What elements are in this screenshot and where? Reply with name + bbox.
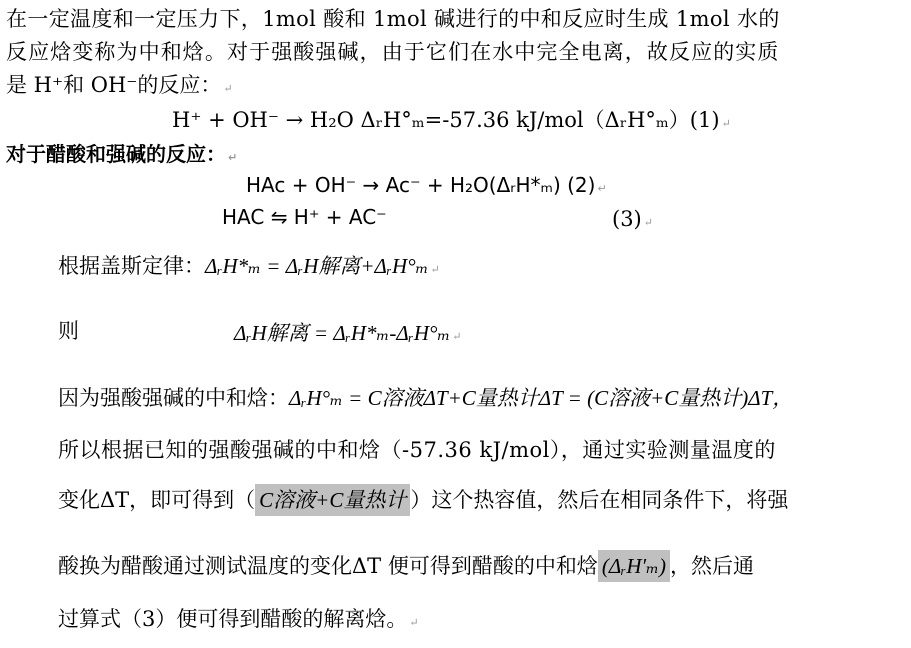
paragraph-mark: ↵ — [452, 331, 462, 343]
then-label: 则 — [58, 319, 79, 343]
equation-1 — [172, 107, 731, 137]
paragraph-mark: ↵ — [721, 117, 731, 130]
equation-3-number — [612, 206, 653, 236]
para1-line1: 在一定温度和一定压力下，1mol 酸和 1mol 碱进行的中和反应时生成 1mol 水的 — [6, 7, 780, 31]
para1-line3 — [6, 72, 233, 102]
paragraph-mark: ↵ — [409, 616, 419, 629]
para2-line3-text-b: ）这个热容值，然后在相同条件下，将强 — [410, 488, 789, 512]
para2-line2: 所以根据已知的强酸强碱的中和焓（-57.36 kJ/mol），通过实验测量温度的 — [58, 438, 776, 462]
equation-1-text: H⁺ + OH⁻ → H₂O ΔᵣH°ₘ=-57.36 kJ/mol（ΔᵣH°ₘ）(1) — [172, 108, 720, 132]
paragraph-mark: ↵ — [643, 216, 653, 229]
para1-line3-text: 是 H⁺和 OH⁻的反应： — [6, 73, 222, 97]
hess-law-expression: ΔᵣH*ₘ = ΔᵣH解离+ΔᵣH°ₘ — [205, 254, 429, 278]
hess-law-line — [58, 253, 440, 283]
then-expression — [234, 320, 462, 350]
para2-line3 — [58, 487, 788, 513]
para2-line1-expression: ΔᵣH°ₘ = C溶液ΔT+C量热计ΔT = (C溶液+C量热计)ΔT， — [289, 386, 794, 410]
paragraph-mark: ↵ — [228, 151, 238, 164]
section-heading — [6, 141, 237, 171]
para2-line3-text-a: 变化ΔT，即可得到（ — [58, 488, 256, 512]
then-expression-text: ΔᵣH解离 = ΔᵣH*ₘ-ΔᵣH°ₘ — [234, 321, 451, 345]
paragraph-mark: ↵ — [430, 263, 440, 276]
paragraph-mark: ↵ — [597, 182, 607, 195]
para2-line5 — [58, 606, 419, 636]
paragraph-mark: ↵ — [223, 82, 233, 95]
para2-line1-text: 因为强酸强碱的中和焓： — [58, 386, 289, 410]
equation-3: HAC ⇋ H⁺ + AC⁻ — [222, 205, 387, 229]
para2-line4-text-a: 酸换为醋酸通过测试温度的变化ΔT 便可得到醋酸的中和焓 — [58, 554, 598, 578]
para2-line1 — [58, 385, 793, 411]
equation-3-number-text: (3) — [612, 207, 642, 231]
heat-capacity-box: C溶液+C量热计 — [255, 484, 410, 516]
equation-2 — [246, 172, 607, 202]
section-heading-text: 对于醋酸和强碱的反应： — [6, 142, 226, 166]
para1-line2: 反应焓变称为中和焓。对于强酸强碱，由于它们在水中完全电离，故反应的实质 — [6, 40, 780, 64]
equation-2-text: HAc + OH⁻ → Ac⁻ + H₂O(ΔᵣH*ₘ) (2) — [246, 173, 596, 197]
para2-line5-text: 过算式（3）便可得到醋酸的解离焓。 — [58, 607, 408, 631]
hess-law-label: 根据盖斯定律： — [58, 254, 205, 278]
neutralization-enthalpy-box: (ΔᵣH′ₘ) — [598, 550, 670, 582]
para2-line4 — [58, 553, 754, 579]
para2-line4-text-b: ，然后通 — [669, 554, 754, 578]
